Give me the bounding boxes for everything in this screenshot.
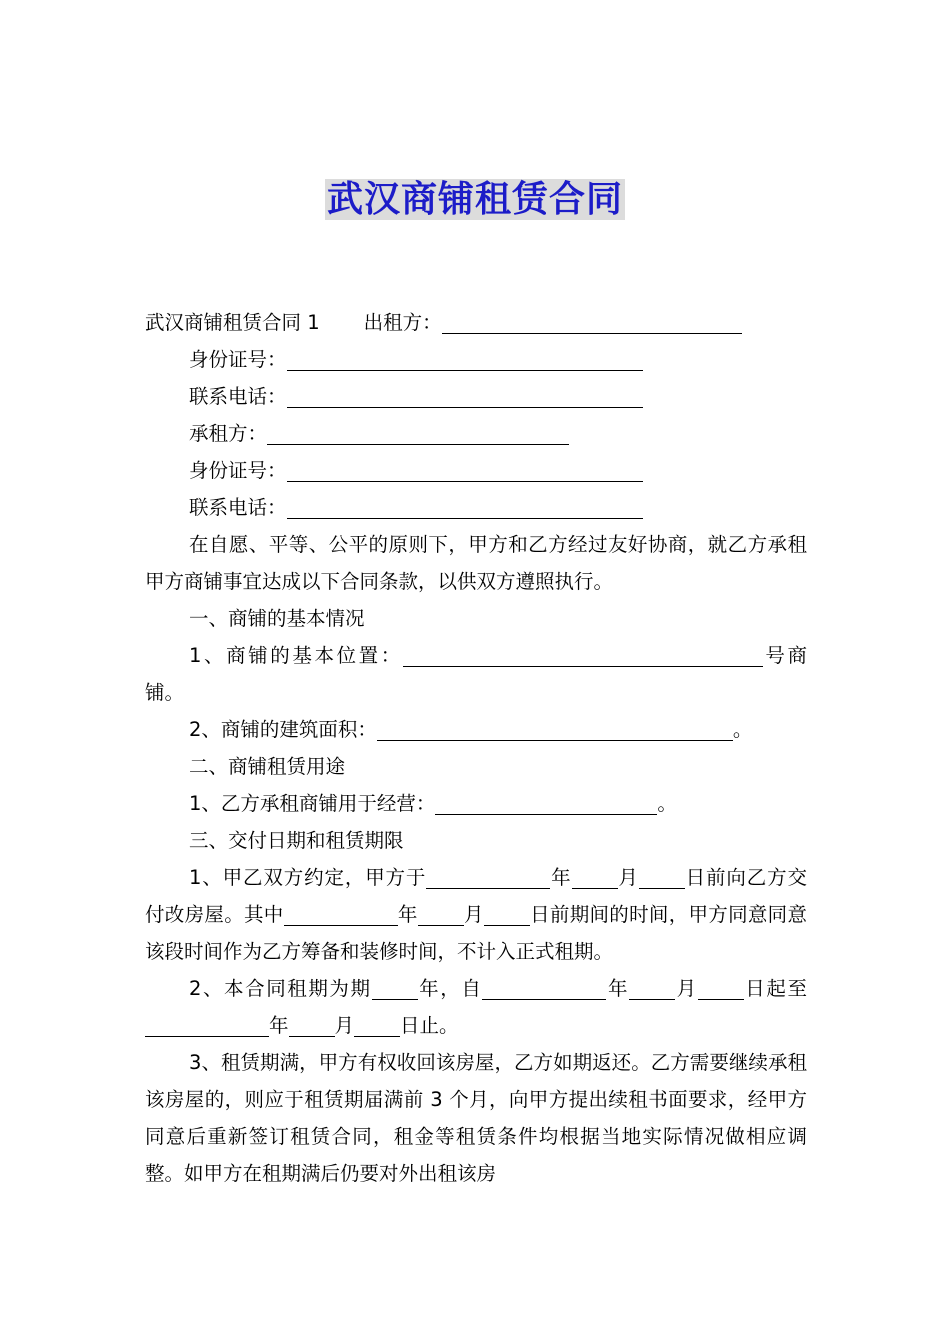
term-text-c: 日起至 — [743, 977, 807, 1000]
prep-year-blank[interactable] — [284, 901, 398, 926]
lessor-name-blank[interactable] — [442, 309, 742, 334]
contract-body — [145, 304, 807, 1192]
term-text-d: 日止。 — [400, 1014, 459, 1037]
end-month-blank[interactable] — [289, 1012, 335, 1037]
document-title — [0, 178, 950, 222]
delivery-text-b: 日前向乙方交付改房屋。其中 — [145, 866, 807, 926]
section2-item1 — [145, 785, 807, 822]
contract-subtitle: 武汉商铺租赁合同 1 — [145, 311, 320, 334]
prep-month-unit: 月 — [463, 903, 484, 926]
lessee-id-label: 身份证号： — [189, 459, 287, 482]
end-year-blank[interactable] — [145, 1012, 269, 1037]
start-month-blank[interactable] — [629, 975, 675, 1000]
lessee-label: 承租方： — [189, 422, 268, 445]
delivery-year-blank[interactable] — [426, 864, 550, 889]
lessee-phone-label: 联系电话： — [189, 496, 287, 519]
shop-location-suffix: 号商铺。 — [145, 644, 807, 704]
delivery-text-c: 日前期间的时间，甲方同意同意该段时间作为乙方筹备和装修时间，不计入正式租期。 — [145, 903, 807, 963]
lessor-label: 出租方： — [363, 311, 442, 334]
business-use-suffix: 。 — [657, 792, 677, 815]
intro-paragraph: 在自愿、平等、公平的原则下，甲方和乙方经过友好协商，就乙方承租甲方商铺事宜达成以下合同条款，以供双方遵照执行。 — [145, 533, 807, 593]
end-year-unit: 年 — [269, 1014, 289, 1037]
term-text-b: 年，自 — [417, 977, 483, 1000]
delivery-year-unit: 年 — [550, 866, 572, 889]
delivery-month-blank[interactable] — [572, 864, 618, 889]
prep-month-blank[interactable] — [418, 901, 464, 926]
lessee-phone-blank[interactable] — [287, 494, 643, 519]
section1-item2 — [145, 711, 807, 748]
delivery-day-blank[interactable] — [639, 864, 685, 889]
lessee-id-blank[interactable] — [287, 457, 643, 482]
start-year-blank[interactable] — [482, 975, 606, 1000]
delivery-text-a: 1、甲乙双方约定，甲方于 — [189, 866, 427, 889]
section3-paragraph2 — [145, 970, 807, 1044]
prep-day-blank[interactable] — [484, 901, 530, 926]
term-text-a: 2、本合同租期为期 — [189, 977, 372, 1000]
end-day-blank[interactable] — [354, 1012, 400, 1037]
shop-area-suffix: 。 — [732, 718, 753, 741]
start-year-unit: 年 — [606, 977, 630, 1000]
lessor-id-blank[interactable] — [287, 346, 643, 371]
end-month-unit: 月 — [334, 1014, 355, 1037]
shop-location-blank[interactable] — [403, 642, 763, 667]
term-years-blank[interactable] — [372, 975, 418, 1000]
shop-area-label: 2、商铺的建筑面积： — [189, 718, 377, 741]
delivery-month-unit: 月 — [617, 866, 639, 889]
section3-paragraph3: 3、租赁期满，甲方有权收回该房屋，乙方如期返还。乙方需要继续承租该房屋的，则应于租赁期届满前 3 个月，向甲方提出续租书面要求，经甲方同意后重新签订租赁合同，租金等租赁条件均根据当地实际情况做相应调整。如甲方在租期满后仍要对外出租该房 — [145, 1051, 807, 1185]
lessee-phone-line — [145, 489, 807, 526]
lessor-id-label: 身份证号： — [189, 348, 287, 371]
lessee-name-blank[interactable] — [267, 420, 569, 445]
section3-paragraph1 — [145, 859, 807, 970]
lessee-id-line — [145, 452, 807, 489]
header-line — [145, 304, 807, 341]
document-title-text: 武汉商铺租赁合同 — [326, 179, 623, 220]
lessor-phone-line — [145, 378, 807, 415]
section1-item1 — [145, 637, 807, 711]
lessee-line — [145, 415, 807, 452]
lessor-phone-blank[interactable] — [287, 383, 643, 408]
start-month-unit: 月 — [675, 977, 698, 1000]
lessor-phone-label: 联系电话： — [189, 385, 287, 408]
section2-heading: 二、商铺租赁用途 — [189, 755, 346, 778]
start-day-blank[interactable] — [698, 975, 744, 1000]
lessor-id-line — [145, 341, 807, 378]
business-use-blank[interactable] — [435, 790, 657, 815]
shop-location-label: 1、商铺的基本位置： — [189, 644, 403, 667]
section3-heading: 三、交付日期和租赁期限 — [189, 829, 404, 852]
section1-heading: 一、商铺的基本情况 — [189, 607, 365, 630]
prep-year-unit: 年 — [397, 903, 418, 926]
business-use-label: 1、乙方承租商铺用于经营： — [189, 792, 436, 815]
shop-area-blank[interactable] — [377, 716, 733, 741]
